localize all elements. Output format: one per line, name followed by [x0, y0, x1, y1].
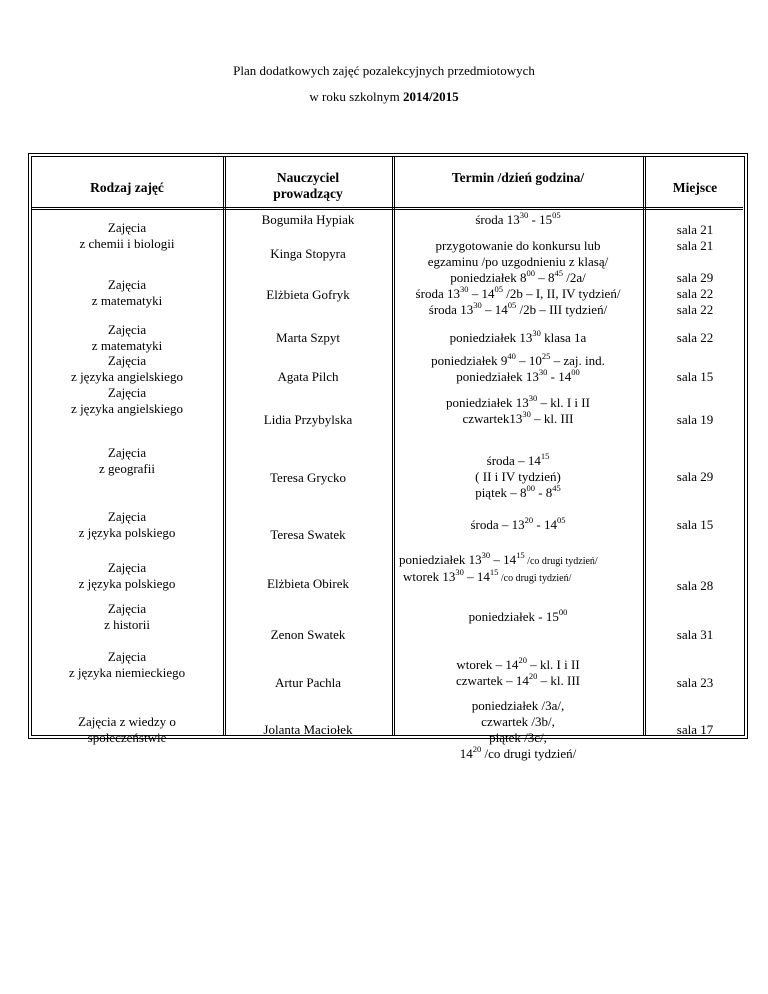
subject-math-2-2: z matematyki: [91, 338, 163, 353]
teacher-name: Agata Pilch: [277, 369, 339, 384]
room-label: sala 15: [676, 517, 714, 532]
subject-civics: Zajęcia z wiedzy o: [78, 714, 176, 729]
schedule-entry: poniedziałek $13^{30}$ – kl. I i II: [446, 392, 590, 410]
room-label: sala 15: [676, 369, 714, 384]
teacher-name: Bogumiła Hypiak: [261, 212, 355, 227]
header-divider: [31, 207, 743, 208]
subject-civics-2: społeczeństwie: [87, 730, 167, 745]
subject-german: Zajęcia: [107, 649, 147, 664]
subject-geography: Zajęcia: [107, 445, 147, 460]
schedule-entry: poniedziałek $13^{30} - 14^{00}$: [456, 366, 580, 384]
header-miejsce: Miejsce: [672, 180, 718, 195]
subject-polish-2-2: z języka polskiego: [78, 576, 176, 591]
header-nauczyciel-2: prowadzący: [273, 186, 343, 201]
schedule-entry: $14^{20}$ /co drugi tydzień/: [459, 743, 577, 761]
schedule-entry: środa $13^{30} - 14^{05}$ /2b – I, II, IV tydzień/: [415, 283, 621, 301]
subject-polish-2: Zajęcia: [107, 560, 147, 575]
room-label: sala 22: [676, 330, 714, 345]
schedule-entry: wtorek – $14^{20}$ – kl. I i II: [456, 654, 580, 672]
school-year-prefix: w roku szkolnym: [309, 89, 403, 104]
header-nauczyciel: Nauczyciel: [276, 170, 340, 185]
subject-english-2: Zajęcia: [107, 385, 147, 400]
subject-english-1-2: z języka angielskiego: [71, 369, 183, 384]
subject-polish-1-2: z języka polskiego: [78, 525, 176, 540]
teacher-name: Kinga Stopyra: [270, 246, 346, 261]
subject-english-1: Zajęcia: [107, 353, 147, 368]
subject-math-2: Zajęcia: [107, 322, 147, 337]
schedule-entry: poniedziałek /3a/,: [471, 698, 565, 713]
document-title: Plan dodatkowych zajęć pozalekcyjnych przedmiotowych: [233, 63, 535, 78]
header-rodzaj: Rodzaj zajęć: [90, 180, 164, 195]
subject-math-1-2: z matematyki: [91, 293, 163, 308]
subject-german-2: z języka niemieckiego: [68, 665, 186, 680]
schedule-entry: ( II i IV tydzień): [475, 469, 561, 484]
room-label: sala 29: [676, 469, 714, 484]
room-label: sala 17: [676, 722, 714, 737]
column-divider: [643, 156, 644, 735]
room-label: sala 21: [676, 222, 714, 237]
room-label: sala 22: [676, 302, 714, 317]
teacher-name: Elżbieta Obirek: [267, 576, 349, 591]
schedule-entry: egzaminu /po uzgodnieniu z klasą/: [427, 254, 609, 269]
subject-chemistry-biology-2: z chemii i biologii: [79, 236, 175, 251]
room-label: sala 19: [676, 412, 714, 427]
school-year-line: [309, 89, 458, 105]
schedule-entry: czwartek – $14^{20}$ – kl. III: [455, 670, 581, 688]
subject-polish-1: Zajęcia: [107, 509, 147, 524]
room-label: sala 29: [676, 270, 714, 285]
column-divider: [392, 156, 393, 735]
column-divider: [223, 156, 224, 735]
teacher-name: Teresa Swatek: [270, 527, 346, 542]
schedule-entry: poniedziałek - $15^{00}$: [468, 606, 568, 624]
subject-history-2: z historii: [104, 617, 150, 632]
schedule-entry: poniedziałek $13^{30} - 14^{15}$ /co drugi tydzień/: [399, 549, 598, 567]
schedule-entry: $czwartek13^{30}$ – kl. III: [462, 408, 574, 426]
teacher-name: Artur Pachla: [274, 675, 342, 690]
room-label: sala 31: [676, 627, 714, 642]
teacher-name: Zenon Swatek: [270, 627, 346, 642]
room-label: sala 22: [676, 286, 714, 301]
schedule-entry: środa $13^{30} - 15^{05}$: [475, 209, 561, 227]
school-year: 2014/2015: [402, 89, 459, 104]
schedule-entry: środa – $14^{15}$: [486, 450, 550, 468]
schedule-entry: piątek /3c/,: [489, 730, 547, 745]
schedule-entry: poniedziałek $9^{40} - 10^{25}$ – zaj. ind.: [431, 350, 605, 368]
teacher-name: Marta Szpyt: [276, 330, 340, 345]
subject-geography-2: z geografii: [99, 461, 155, 476]
schedule-entry: piątek – $8^{00} - 8^{45}$: [475, 482, 561, 500]
room-label: sala 23: [676, 675, 714, 690]
subject-chemistry-biology: Zajęcia: [107, 220, 147, 235]
schedule-entry: środa $13^{30} - 14^{05}$ /2b – III tydzień/: [428, 299, 608, 317]
schedule-entry: poniedziałek $8^{00} - 8^{45}$ /2a/: [450, 267, 586, 285]
header-termin: Termin /dzień godzina/: [451, 170, 585, 185]
room-label: sala 28: [676, 578, 714, 593]
teacher-name: Jolanta Maciołek: [263, 722, 353, 737]
teacher-name: Teresa Grycko: [270, 470, 346, 485]
subject-history: Zajęcia: [107, 601, 147, 616]
schedule-entry: poniedziałek $13^{30}$ klasa 1a: [449, 327, 587, 345]
room-label: sala 21: [676, 238, 714, 253]
schedule-entry: wtorek $13^{30} - 14^{15}$ /co drugi tydzień/: [403, 566, 572, 584]
schedule-entry: przygotowanie do konkursu lub: [435, 238, 601, 253]
teacher-name: Elżbieta Gofryk: [266, 287, 350, 302]
schedule-entry: czwartek /3b/,: [481, 714, 555, 729]
subject-english-2-2: z języka angielskiego: [71, 401, 183, 416]
header-divider: [31, 209, 743, 210]
teacher-name: Lidia Przybylska: [263, 412, 353, 427]
schedule-entry: środa – $13^{20} - 14^{05}$: [470, 514, 566, 532]
subject-math-1: Zajęcia: [107, 277, 147, 292]
